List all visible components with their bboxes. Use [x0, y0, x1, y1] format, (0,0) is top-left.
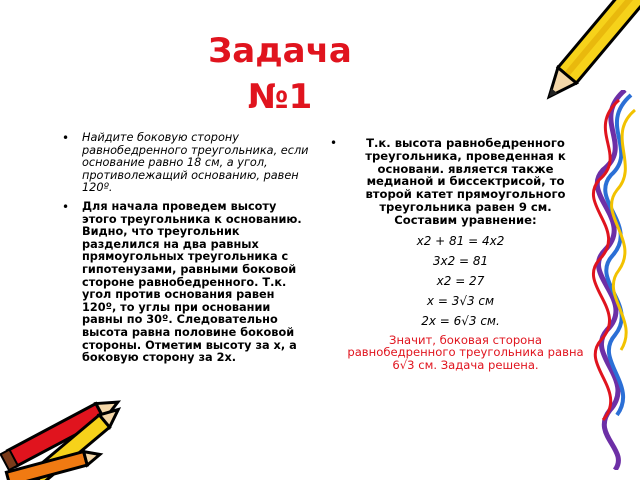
equations-block	[330, 233, 585, 330]
bullet-icon: •	[62, 199, 70, 214]
bullet-icon: •	[330, 136, 338, 150]
equation-line: 2x = 6√3 см.	[421, 313, 500, 328]
title-line-2: №1	[247, 77, 313, 117]
problem-bullet	[62, 132, 312, 195]
conclusion-text: Значит, боковая сторона равнобедренного треугольника равна 6√3 см. Задача решена.	[347, 332, 584, 373]
problem-text: Найдите боковую сторону равнобедренного треугольника, если основание равно 18 см, а угол, противолежащий основанию, равен 120º.	[82, 131, 309, 195]
title-line-1: Задача	[208, 31, 352, 71]
equation-line: x2 + 81 = 4x2	[416, 233, 505, 248]
explanation-text: Т.к. высота равнобедренного треугольника, проведенная к основани. является также медианой и биссектрисой, то второй катет прямоугольного треугольника равен 9 см. Составим уравнение:	[365, 136, 566, 227]
solution-start-bullet	[62, 201, 312, 365]
bullet-icon: •	[62, 131, 70, 145]
equation-line: x2 = 27	[436, 273, 485, 288]
right-text-column	[330, 137, 585, 372]
pencils-bottom-left-icon	[0, 390, 140, 480]
explanation-bullet	[330, 137, 585, 227]
solution-start-text: Для начала проведем высоту этого треугольника к основанию. Видно, что треугольник разделился на два равных прямоугольных треугольника с гипотенузами, равными боковой стороне равнобедренного. Т.к. угол против основания равен 120º, то углы при основании равны по 30º. Следовательно высота равна половине боковой стороны. Отметим высоту за x, а боковую сторону за 2x.	[82, 199, 302, 365]
equation-line: 3x2 = 81	[432, 253, 489, 268]
slide-title	[150, 28, 410, 120]
left-text-column	[62, 132, 312, 371]
equation-line: x = 3√3 см	[426, 293, 495, 308]
scribble-ribbon-icon	[585, 90, 640, 470]
